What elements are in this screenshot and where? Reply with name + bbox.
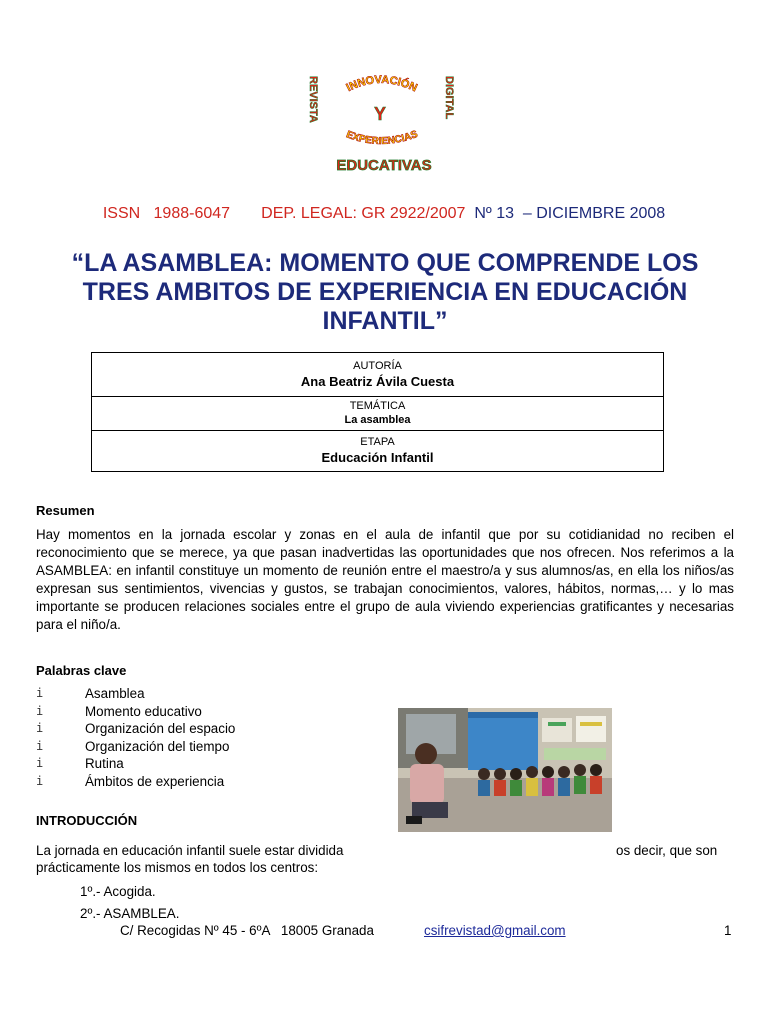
- footer-email-link[interactable]: csifrevistad@gmail.com: [424, 923, 566, 938]
- list-item: [36, 755, 235, 773]
- keyword: Rutina: [85, 756, 124, 772]
- stage-value: Educación Infantil: [321, 450, 434, 465]
- topic-value: La asamblea: [344, 414, 411, 426]
- page-number: 1: [724, 923, 732, 938]
- bullet-icon: i: [36, 721, 44, 736]
- bullet-icon: i: [36, 773, 44, 788]
- topic-cell: [92, 397, 664, 431]
- logo-banner-text: EDUCATIVAS: [336, 157, 432, 174]
- keyword: Organización del espacio: [85, 721, 236, 737]
- intro-text-end: os decir, que son: [616, 843, 718, 858]
- author-value: Ana Beatriz Ávila Cuesta: [300, 373, 455, 389]
- article-title: “LA ASAMBLEA: MOMENTO QUE COMPRENDE LOS TRES AMBITOS DE EXPERIENCIA EN EDUCACIÓN INFANTIL”: [71, 249, 699, 335]
- legal-deposit: DEP. LEGAL: GR 2922/2007: [261, 205, 466, 222]
- bullet-icon: i: [36, 686, 44, 700]
- magazine-logo: [288, 70, 473, 178]
- keyword: Organización del tiempo: [85, 738, 230, 754]
- logo-top-text: INNOVACIÓN: [344, 73, 419, 95]
- intro-text-start: La jornada en educación infantil suele estar dividida: [36, 843, 344, 858]
- routine-step-2: 2º.- ASAMBLEA.: [80, 906, 180, 921]
- keyword: Ámbitos de experiencia: [85, 773, 225, 789]
- stage-label: ETAPA: [360, 436, 395, 448]
- footer-address: C/ Recogidas Nº 45 - 6ºA 18005 Granada: [120, 923, 374, 938]
- author-label: AUTORÍA: [353, 359, 402, 372]
- intro-text-line2: prácticamente los mismos en todos los centros:: [36, 860, 319, 875]
- issue-number: Nº 13 – DICIEMBRE 2008: [474, 205, 666, 222]
- list-item: [36, 738, 235, 756]
- topic-label: TEMÁTICA: [349, 400, 406, 412]
- abstract-text: Hay momentos en la jornada escolar y zonas en el aula de infantil que por su cotidianidad no reciben el reconocimiento que se merece, ya que pasan inadvertidas las oportunidades que nos ofrecen. Nos referimos a la ASAMBLEA: en infantil constituye un momento de reunión entre el maestro/a y sus alumnos/as, en ella los niños/as expresan sus sentimientos, vivencias y gustos, se trabajan conocimientos, valores, hábitos, normas,… y lo mas importante se producen relaciones sociales entre el grupo de aula viviendo experiencias gratificantes y necesarias para el niño/a.: [36, 527, 734, 632]
- logo-bottom-text: EXPERIENCIAS: [344, 128, 420, 148]
- introduction-heading: INTRODUCCIÓN: [36, 813, 138, 828]
- logo-left-text: REVISTA: [307, 76, 319, 123]
- classroom-photo: [398, 708, 612, 832]
- list-item: [36, 720, 235, 738]
- keywords-list: [36, 685, 235, 791]
- publication-info: [0, 205, 768, 223]
- author-cell: [92, 353, 664, 397]
- keywords-heading: Palabras clave: [36, 663, 127, 678]
- logo-right-text: DIGITAL: [443, 76, 455, 120]
- keyword: Asamblea: [85, 686, 145, 701]
- stage-cell: [92, 431, 664, 472]
- bullet-icon: i: [36, 756, 44, 771]
- logo-center-text: Y: [373, 104, 387, 124]
- list-item: [36, 685, 235, 703]
- abstract-heading: Resumen: [36, 503, 95, 518]
- bullet-icon: i: [36, 703, 44, 718]
- issn: ISSN 1988-6047: [102, 205, 231, 222]
- list-item: [36, 703, 235, 721]
- article-info-table: [91, 352, 664, 472]
- routine-step-1: 1º.- Acogida.: [80, 884, 156, 899]
- list-item: [36, 773, 235, 791]
- bullet-icon: i: [36, 738, 44, 753]
- keyword: Momento educativo: [85, 703, 202, 719]
